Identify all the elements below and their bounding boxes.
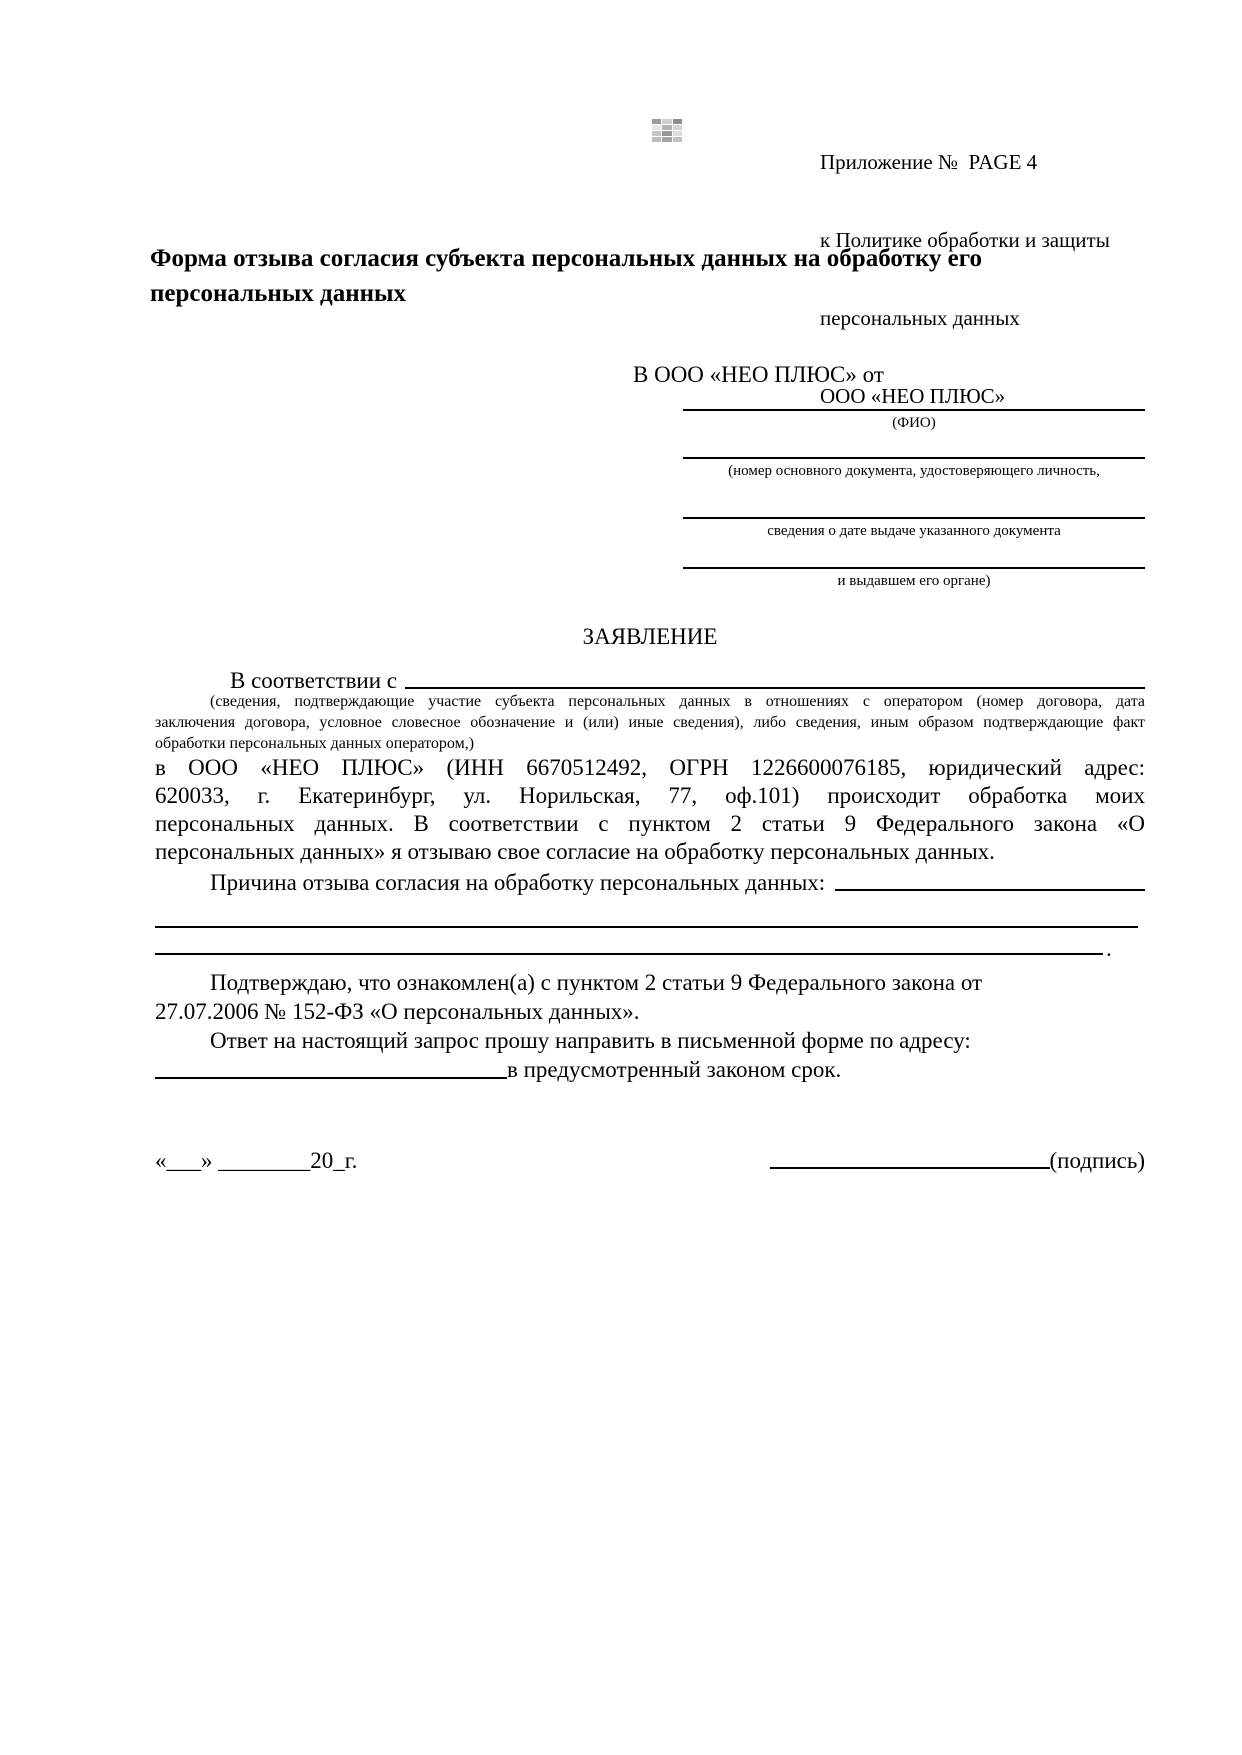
date-signature-row — [155, 1140, 1145, 1174]
document-title — [150, 241, 1150, 311]
response-address-row — [155, 1055, 1145, 1084]
appendix-header-line: ООО «НЕО ПЛЮС» — [820, 384, 1006, 408]
reason-label: Причина отзыва согласия на обработку персональных данных: — [210, 870, 826, 895]
reason-blank-line — [835, 889, 1145, 891]
fine-print-line: (сведения, подтверждающие участие субъекта персональных данных в отношениях с оператором (номер договора, дата — [210, 693, 1145, 710]
issue-date-blank-line — [683, 517, 1145, 519]
acknowledgement-line: Подтверждаю, что ознакомлен(а) с пунктом 2 статьи 9 Федерального закона от — [210, 970, 983, 995]
document-number-caption: (номер основного документа, удостоверяющего личность, — [728, 463, 1100, 479]
signature-blank-line — [770, 1167, 1050, 1169]
statement-body — [155, 754, 1145, 866]
acknowledgement — [155, 968, 1145, 1026]
appendix-header-line: персональных данных — [820, 306, 1020, 330]
signature-caption: (подпись) — [1049, 1148, 1145, 1173]
intro-line — [155, 662, 1145, 694]
statement-heading: ЗАЯВЛЕНИЕ — [582, 624, 718, 649]
issuing-authority-blank-line — [683, 567, 1145, 569]
statement-body-line: персональных данных» я отзываю свое согласие на обработку персональных данных. — [155, 839, 995, 864]
issue-date-caption: сведения о дате выдаче указанного документа — [767, 523, 1061, 539]
signature-group — [770, 1148, 1145, 1174]
document-title-line: персональных данных — [150, 280, 407, 307]
fine-print-line: обработки персональных данных оператором,) — [155, 735, 475, 752]
reason-line — [155, 866, 1145, 896]
blank-line-period: . — [1106, 936, 1112, 961]
fio-caption: (ФИО) — [892, 415, 936, 431]
addressee-line: В ООО «НЕО ПЛЮС» от — [633, 362, 884, 387]
intro-prefix: В соответствии с — [230, 668, 398, 693]
statement-body-line: 620033, г. Екатеринбург, ул. Норильская, 77, оф.101) происходит обработка моих — [155, 783, 1145, 808]
address-blank-line — [155, 1077, 507, 1079]
fine-print — [155, 691, 1145, 754]
issuing-authority-caption: и выдавшем его органе) — [837, 573, 991, 589]
appendix-header-line: к Политике обработки и защиты — [820, 228, 1110, 252]
reason-blank-line-3 — [155, 953, 1103, 955]
appendix-header-line: Приложение № PAGE 4 — [820, 150, 1038, 174]
statement-body-line: персональных данных. В соответствии с пунктом 2 статьи 9 Федерального закона «О — [155, 811, 1145, 836]
response-suffix: в предусмотренный законом срок. — [507, 1057, 842, 1082]
pixelated-stamp-icon — [652, 119, 682, 142]
intro-blank-line — [405, 687, 1145, 689]
fio-blank-line — [683, 409, 1145, 411]
statement-body-line: в ООО «НЕО ПЛЮС» (ИНН 6670512492, ОГРН 1226600076185, юридический адрес: — [155, 755, 1145, 780]
document-title-line: Форма отзыва согласия субъекта персональных данных на обработку его — [150, 245, 982, 272]
acknowledgement-line: 27.07.2006 № 152-ФЗ «О персональных данных». — [155, 999, 640, 1024]
date-blank: «___» ________20_г. — [155, 1148, 358, 1173]
reason-blank-line-2 — [155, 926, 1138, 928]
document-number-blank-line — [683, 457, 1145, 459]
response-request — [155, 1026, 1145, 1084]
fine-print-line: заключения договора, условное словесное обозначение и (или) иные сведения), либо сведения, иным образом подтверждающие факт — [155, 714, 1145, 731]
response-request-line: Ответ на настоящий запрос прошу направить в письменной форме по адресу: — [210, 1028, 971, 1053]
